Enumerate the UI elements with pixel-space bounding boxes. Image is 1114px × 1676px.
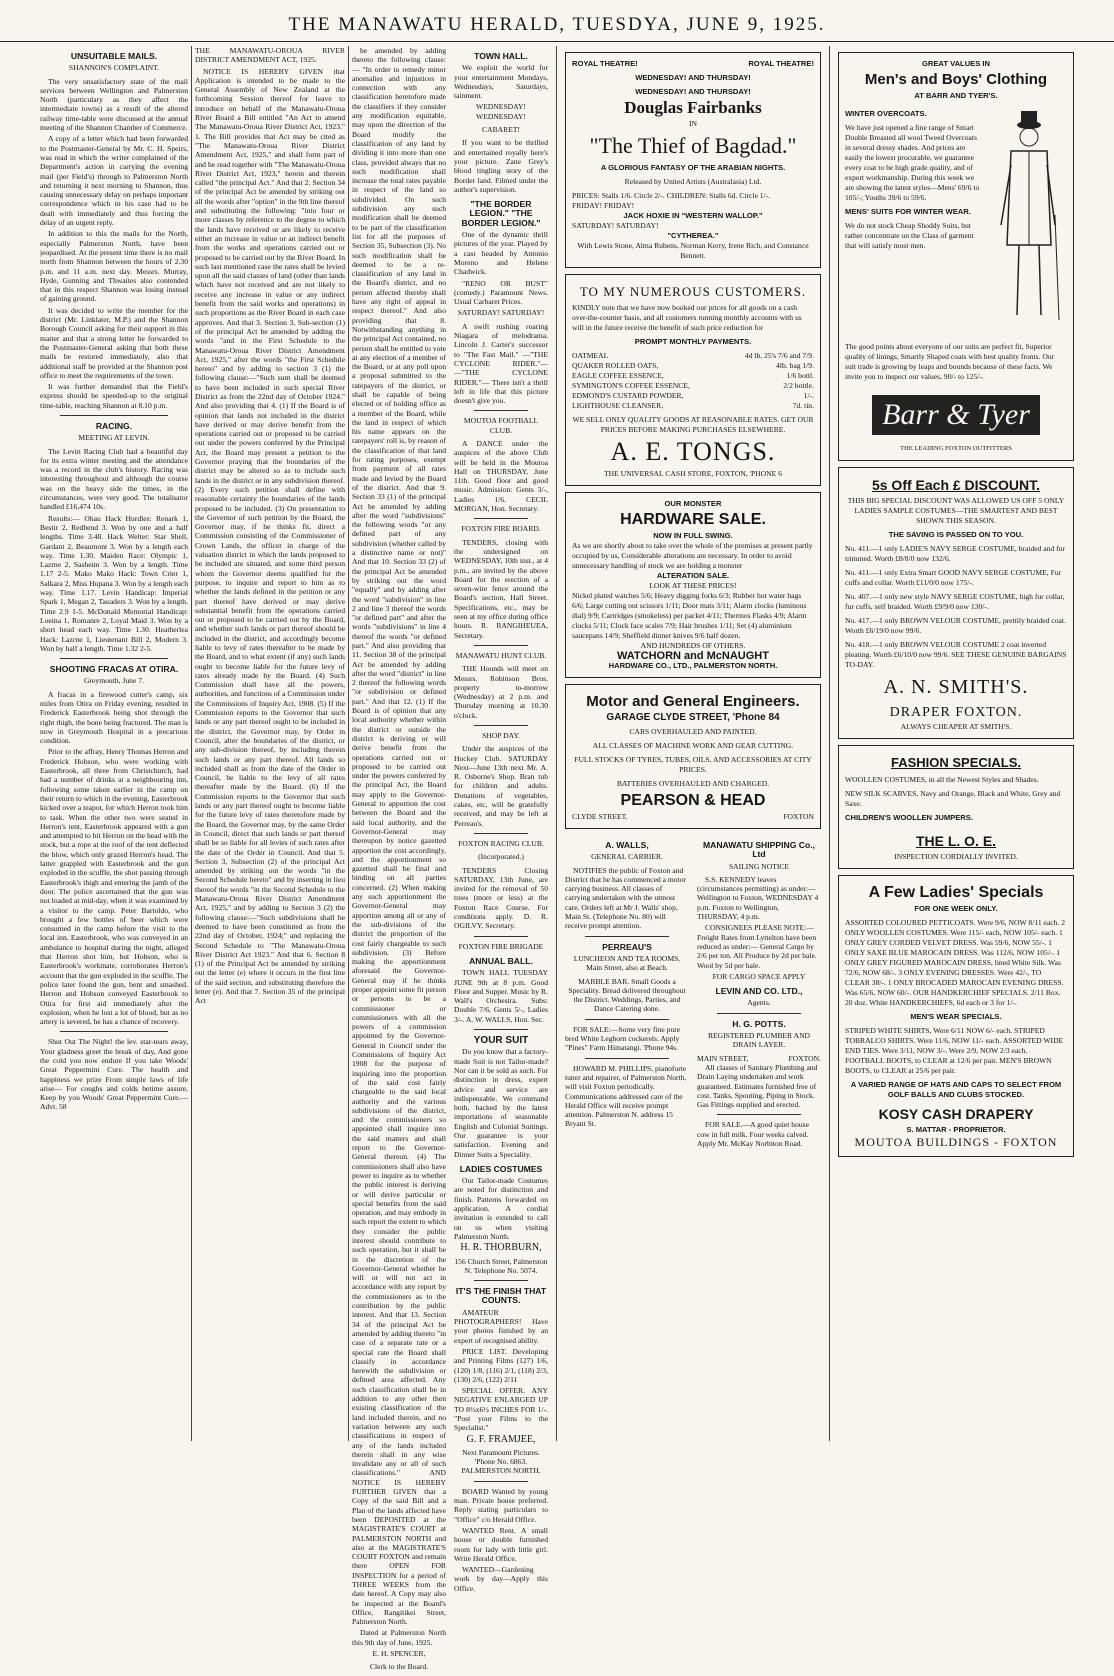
mails-paragraph: A copy of a letter which had been forwarded to the Postmaster-General by Mr. C. H. Speirs, was read in which the writer complained of the Department's action in carrying the evening mail (per Field's) through to Palmerston North and returning it next morning to Shannon, thus causing unnecessary delay on perhaps important correspondence which in his case had to be dealt with immediately and thus forcing the delay of an urgent reply.: [40, 134, 188, 228]
finish-text: AMATEUR PHOTOGRAPHERS! Have your photos finished by an expert of recognised ability.: [454, 1307, 548, 1345]
divider: [474, 1029, 528, 1030]
tongs-ad: [565, 274, 821, 486]
loe-ad: [838, 745, 1074, 869]
smith-items: [845, 544, 1067, 670]
theatre-film-sub: A GLORIOUS FANTASY OF THE ARABIAN NIGHTS.: [600, 163, 786, 172]
theatre-film-title: "The Thief of Bagdad.": [589, 133, 797, 158]
wanted-ad: WANTED—Gardening work by day—Apply this Office.: [454, 1565, 548, 1593]
loe-sub: INSPECTION CORDIALLY INVITED.: [894, 852, 1018, 861]
kosy-headline: A Few Ladies' Specials: [868, 884, 1044, 901]
mails-paragraph: It was further demanded that the Field's express should be speeded-up to the original time-table, reaching Shannon at 8.10 p.m.: [40, 382, 188, 410]
town-hall-text: One of the dynamic thrill pictures of the year. Played by a cast headed by Antonio Moreno and Helene Chadwick.: [454, 230, 548, 277]
price-row: [572, 381, 814, 391]
price-row: [572, 391, 814, 401]
price-item: OATMEAL: [572, 351, 609, 360]
price-value: 7d. tin.: [792, 401, 814, 410]
watchorn-sub: HARDWARE CO., LTD., PALMERSTON NORTH.: [608, 661, 778, 670]
smith-saving: THE SAVING IS PASSED ON TO YOU.: [888, 530, 1024, 539]
town-hall-text: We exploit the world for your entertainment Mondays, Wednesdays, Saturdays, tainment.: [454, 63, 548, 101]
walls-text: NOTIFIES the public of Foxton and District that he has commenced a motor carrying business. All classes of carrying undertaken with the utmost care. Orders left at Mr J. Walls' shop, Main St. (Telephone No. 80) will receive prompt attention.: [565, 865, 687, 931]
town-hall-days: WEDNESDAY! WEDNESDAY!: [476, 102, 526, 121]
perreau-sub: LUNCHEON AND TEA ROOMS. Main Street, also at Beach.: [573, 953, 681, 973]
act-continued-column: [352, 46, 446, 1676]
pearson-name: PEARSON & HEAD: [620, 792, 766, 809]
annual-ball-text: TOWN HALL TUESDAY JUNE 9th at 8 p.m. Good Floor and Supper. Music by R. Wall's Orchestra. Subs: Double 7/6, Gents 5/-, Ladies 3/-. A. W. WALLS, Hon. Sec.: [454, 968, 548, 1024]
mails-paragraph: In addition to this the mails for the North, especially Palmerston North, have been jeopardised. At the present time there is no mail north from Shannon between the hours of 2.30 p.m. and 11 a.m. next day. Messrs. Murray, Hyde, Gunning and Thwaites also contended that in this respect Shannon was losing instead of gaining ground.: [40, 229, 188, 304]
smith-item: No. 407.—1 only new style NAVY SERGE COSTUME, high fur collar, fur cuffs, self braided. Worth £9/9/0 now 130/-.: [845, 592, 1065, 611]
racing-subhead: MEETING AT LEVIN.: [78, 433, 150, 443]
for-sale-ad: FOR SALE:—Some very fine pure bred White Leghorn cockerels. Apply "Pines" Farm Himatangi. 'Phone 94s.: [565, 1024, 681, 1053]
mails-paragraph: It was decided to write the member for the district (Mr. Linklater, M.P.) and the Shannon Borough Council asking for their support in this matter and that a strong letter be forwarded to the Postmaster-General asking that both these mails be restored immediately, also that additional staff be provided at the Shannon post office to meet the requirements of the town.: [40, 305, 188, 380]
fashion-headline: FASHION SPECIALS.: [890, 755, 1022, 770]
racing-club-text: TENDERS Closing SATURDAY, 13th June, are invited for the removal of 50 trees (more or less) at the Foxton Race Course. For conditions apply. D. R. OGILVY, Secretary.: [454, 865, 548, 931]
potts-text: All classes of Sanitary Plumbing and Drain Laying undertaken and work guaranteed. Estimates furnished free of cost. Tanks, Spouting, Piping in Stock. Gas Fittings supplied and erected.: [697, 1062, 818, 1110]
perreau-text: MARBLE BAR. Small Goods a Speciality. Bread delivered throughout the District. Weddings, Parties, and Dance Catering done.: [568, 976, 686, 1014]
loe-name: THE L. O. E.: [915, 833, 997, 849]
motor-line: ALL CLASSES OF MACHINE WORK AND GEAR CUTTING.: [592, 741, 794, 750]
town-hall-saturday: SATURDAY! SATURDAY!: [457, 308, 545, 318]
theatre-star: Douglas Fairbanks: [624, 98, 762, 117]
barr-body: [845, 105, 1067, 338]
customers-prompt: PROMPT MONTHLY PAYMENTS.: [634, 337, 752, 346]
theatre-saturday: SATURDAY! SATURDAY!: [572, 221, 659, 230]
peppermint-verse: Shut Out The Night! the lev. star-tears away, Your gladness greet the break of day, And gone the cold you now endure If you take Woods' Great Peppermint Cure. The health and happiness we prize From simple laws of life arise— For coughs and colds betime assure, Keep by you Woods' Great Peppermint Cure.—Advt. 58: [40, 1037, 188, 1112]
column-3-split: [352, 46, 548, 1676]
wanted-ad: WANTED Rent. A small house or double furnished room for lady with little girl. Write Herald Office.: [454, 1525, 548, 1563]
racing-headline: RACING.: [95, 420, 133, 431]
motor-line: CARS OVERHAULED AND PAINTED.: [629, 727, 757, 736]
smith-item: No. 417.—1 only BROWN VELOUR COSTUME, prettily braided coat. Worth £6/19/0 now 99/6.: [845, 616, 1066, 635]
gentleman-illustration: [989, 105, 1067, 338]
ladies-costumes-text: Our Tailor-made Costumes are noted for distinction and finish. Patterns forwarded on application. A cordial invitation is extended to call on us when visiting Palmerston North.: [454, 1176, 548, 1241]
divider: [474, 1280, 528, 1281]
mails-subhead: SHANNON'S COMPLAINT.: [68, 63, 160, 73]
tongs-sub: THE UNIVERSAL CASH STORE, FOXTON, 'PHONE 6: [603, 469, 782, 478]
fire-board-text: TENDERS, closing with the undersigned on WEDNESDAY, 10th inst., at 4 p.m., are invited by the above Board for the erection of a seven-wire fence around the Board's section, Hall Street. Specifications, etc., may be seen at my office during office hours. R. RANGIHEUEA, Secretary.: [454, 537, 548, 640]
hardware-more: AND HUNDREDS OF OTHERS.: [640, 641, 746, 650]
divider: [717, 1114, 801, 1115]
price-value: 4lb. bag 1/9.: [776, 361, 814, 370]
motor-line: FULL STOCKS OF TYRES, TUBES, OILS, AND ACCESSORIES AT CITY PRICES.: [574, 755, 812, 774]
notices-column: [454, 46, 548, 1676]
football-text: A DANCE under the auspices of the above Club will be held in the Moutoa Hall on THURSDAY, June 11th. Good floor and good music. Admission: Gents 3/-, Ladies 1/6. CECIL MORGAN, Hon. Secretary.: [454, 438, 548, 514]
shipping-space: FOR CARGO SPACE APPLY: [712, 971, 806, 981]
kosy-list: ASSORTED COLOURED PETTICOATS. Were 9/6, NOW 8/11 each. 2 ONLY WOOLLEN COSTUMES. Were 115/- each, NOW 105/- each. 1 ONLY GREY CORDED VELVET DRESS. Was 59/6, NOW 55/-. 1 ONLY SAXE BLUE MAROCAIN DRESS. Was 112/6, NOW 105/-. 1 ONLY GREY FIGURED MAROCAIN DRESS, lined White Silk. Was 72/6, NOW 68/-. 3 ONLY EVENING DRESSES. Were 42/-, TO CLEAR 38/-. 1 ONLY BROCADED MAROCAIN EVENING DRESS. Was 65/6, NOW 60/-. OUR HANDKERCHIEF SPECIALS. 2/11 Box. 20 doz. White HANDKERCHIEFS, 6d each or 3 for 1/-.: [845, 918, 1066, 1007]
theatre-header: [572, 59, 814, 69]
watchorn-name: WATCHORN and McNAUGHT: [617, 650, 769, 662]
divider: [717, 1013, 801, 1014]
theatre-days: WEDNESDAY! AND THURSDAY!: [635, 87, 751, 96]
shipping-sub: SAILING NOTICE: [728, 861, 790, 871]
motor-line: BATTERIES OVERHAULED AND CHARGED.: [616, 779, 770, 788]
customers-text: KINDLY note that we have now booked our prices for all goods on a cash over-the-counter basis, and all customers running monthly accounts with us will in the future receive the benefit of such price reduction for: [572, 303, 802, 332]
theatre-in: IN: [688, 119, 697, 128]
town-hall-cabaret: CABARET!: [482, 125, 520, 135]
price-item: EAGLE COFFEE ESSENCE,: [572, 371, 664, 380]
barr-winter: WINTER OVERCOATS.: [845, 109, 927, 118]
divider: [585, 936, 669, 937]
suit-text: Do you know that a factory-made Suit is not Tailor-made? Nor can it be sold as such. For distinction in dress, expert advice and service are indispensable. We command both, backed by the latest importations of seasonable English and Colonial Suitings. Our guarantee is your satisfaction. Evening and Dinner Suits a Speciality.: [454, 1047, 548, 1159]
pearson-address: [572, 812, 814, 822]
hardware-text: As we are shortly about to take over the whole of the premises at present partly occupied by us, Considerable alterations are necessary. In order to avoid unnecessary handling of stock we are holding a monster: [572, 541, 813, 570]
shipping-headline: MANAWATU SHIPPING Co., Ltd: [702, 840, 816, 860]
annual-ball-headline: ANNUAL BALL.: [469, 955, 533, 966]
royal-theatre-ad: [565, 52, 821, 268]
framjee-address: Next Paramount Pictures. 'Phone No. 6863. PALMERSTON NORTH.: [461, 1447, 541, 1476]
hardware-pre: OUR MONSTER: [664, 499, 722, 508]
motor-headline: Motor and General Engineers.: [586, 693, 800, 710]
smith-headline: 5s Off Each £ DISCOUNT.: [871, 477, 1041, 493]
hunt-headline: MANAWATU HUNT CLUB.: [455, 650, 547, 660]
otira-paragraph: A fracas in a firewood cutter's camp, six miles from Otira on Friday evening, resulted in Frederick Easterbrook being shot through the right thigh, the bone being fractured. The man is now in Greymouth Hospital in a precarious condition.: [40, 689, 188, 746]
barr-pre: GREAT VALUES IN: [921, 59, 991, 68]
column-3: [352, 46, 548, 1676]
barr-headline: Men's and Boys' Clothing: [864, 71, 1048, 88]
theatre-release: Released by United Artists (Australasia) Ltd.: [624, 177, 762, 186]
hardware-headline: HARDWARE SALE.: [620, 511, 766, 528]
act-notice: NOTICE IS HEREBY GIVEN that Application is intended to be made to the General Assembly of New Zealand at the forthcoming Session thereof for leave to introduce on behalf of the Manawatu-Oroua River Board a Bill entitled "An Act to amend The Manawatu-Oroua River District Act, 1923." 1. The Bill provides that Act may be cited as "The Manawatu-Oroua River District Amendment Act, 1925," and shall form part of and be read together with "The Manawatu-Oroua River District Act, 1923," herein and therein called "the principal Act." And that 2. Section 34 of the principal Act be amended by striking out all the words after "option" in the 9th line thereof and substituting the following: "into four or more classes by reference to the degree to which the lands have received or are likely to receive either an increase in value or an indirect benefit from the works and operations carried out or proposed to be carried out by the River Board. In such last mentioned case the rates shall be levied upon all the said classes of land (other than lands which have not received and are not likely to receive any increase in value or any indirect benefit from the said works and operations) in such proportions as the River Board in each case approves. And that 3. Section 3, Sub-section (1) of the principal Act be amended by adding the words "and in the First Schedule to the Manawatu-Oroua River District Amendment Act, 1925," after the words "the First Schedule hereto" and by adding to section 3 (1) the following clause:—"Such sum shall be deemed to have been included in such special River District as from the 22nd day of October 1924." And also providing that 4. (1) If the Board is of opinion that lands not included in the district have derived or may derive benefit from the operations carried out or proposed to be carried out under the powers conferred by the Principal Act, the Board may present a petition to the Governor praying that the boundaries of the district may be altered so as to include such lands in the district or in any subdivision thereof. (2) Every such petition shall define with reasonable certainty the boundaries of the lands proposed to be included. (3) On presentation to the Governor of such petition by the Board, the Governor may, if he thinks fit, direct a Commission consisting of the Commissioner of Crown Lands, the officer in charge of the valuation district in which the lands proposed to be included are situated, and some third person whom the Governor deems qualified for the purpose, to inquire and report to him as to whether the lands defined in the petition or any part thereof have derived or may derive substantial benefit from the operations carried out or proposed to be carried out by the Board, and whether such lands or part thereof should be included in the district, and accordingly become liable to levy of rates thereafter to be made by the Board, and to what extent (if any) such lands ought to become liable for the future levy of rates already made by the Board. (4) Such Commission shall have all the powers, authorities, and functions of a Commission under the Commissions of Inquiry Act, 1908. (5) If the Commission reports to the Governor that such lands or any part thereof ought to be included in the district, the Governor may, by Order in Council, alter the boundaries of the district, or any sub-division thereof, by including therein such lands or any part thereof. All lands so included shall as from the date of the Order in Council, be liable to the levy of all rates thereafter made by the Board. (6) If the Commission reports to the Governor that such lands or any part thereof ought to become liable for the future levy of rates theretofore made by the Board, the Governor may, by the same Order in Council, direct that such lands or part thereof shall be so liable for all levies of such rates after the date of the Order in Council. And that 5. Section 3, Subsection (2) of the principal Act amended by striking out the words "in the Second Schedule hereto" and by inserting in lieu thereof the words "in the Second Schedule to the Manawatu-Oroua River District Amendment Act, 1925," and by adding to Section 3 (2) the following clause:—"Such subdivisions shall be deemed to have been constituted as from the 22nd day of October, 1924;" and replacing the Second Schedule to "The Manawatu-Oroua River District Act 1923." And that 6. Section 8 (1) of the Principal Act be amended by striking out the letter (e) where it occurs in the first line of the said section, and substituting therefore the letter (e). And that 7. Section 35 of the principal Act: [195, 66, 345, 1006]
divider: [60, 1031, 168, 1032]
price-value: 1/6 bottl.: [786, 371, 814, 380]
hardware-ad: [565, 492, 821, 678]
hardware-look: LOOK AT THESE PRICES!: [649, 581, 737, 590]
smith-item: No. 411.—1 only LADIE'S NAVY SERGE COSTUME, braided and fur trimmed. Worth £8/8/0 now 132/6.: [845, 544, 1066, 563]
tongs-name: A. E. TONGS.: [610, 437, 776, 466]
phillips-ad: HOWARD M. PHILLIPS, pianoforte tuner and repairer, of Palmerston North, will visit Foxton periodically. Communications addressed care of the Herald Office will receive prompt attention. Palmerston N. address 15 Bryant St.: [565, 1063, 687, 1129]
hardware-now: NOW IN FULL SWING.: [653, 531, 733, 540]
wanted-ad: BOARD Wanted by young man. Private house preferred. Reply stating particulars to "Office" c/o Herald Office.: [454, 1486, 548, 1524]
barr-paragraph: The good points about everyone of our suits are perfect fit, Superior quality of linings, Smartly Shaped coats with best quality fronts. Our suit trade is growing by leaps and bounds because of these facts. We invite you to inspect our values, 90/- to 125/-.: [845, 342, 1055, 381]
price-item: QUAKER ROLLED OATS,: [572, 361, 659, 370]
act-clerk: Clerk to the Board.: [369, 1662, 429, 1672]
mails-paragraph: The very unsatisfactory state of the mail services between Wellington and Palmerston North (particulary as they affect the intermediate towns) as a result of the altered railway time-table were discussed at the annual meeting of the Shannon Chamber of Commerce.: [40, 76, 188, 133]
price-row: [572, 371, 814, 381]
smith-name: A. N. SMITH'S.: [883, 676, 1029, 698]
kosy-sub: FOR ONE WEEK ONLY.: [914, 904, 998, 913]
column-5: [838, 46, 1074, 1163]
theatre-cast: With Lewis Stone, Alma Rubens, Norman Kerry, Irene Rich, and Constance Bennett.: [577, 241, 809, 260]
potts-sub: REGISTERED PLUMBER AND DRAIN LAYER.: [707, 1031, 811, 1050]
mails-headline: UNSUITABLE MAILS.: [70, 51, 158, 61]
customers-headline: TO MY NUMEROUS CUSTOMERS.: [579, 284, 807, 299]
smith-item: No. 411.—1 only Extra Smart GOOD NAVY SERGE COSTUME, Fur cuffs and collar. Worth £11/0/0 now 175/-.: [845, 568, 1062, 587]
suit-headline: YOUR SUIT: [473, 1035, 529, 1047]
divider: [474, 1481, 528, 1482]
column-rule: [191, 46, 192, 1441]
column-rule: [829, 46, 830, 1441]
racing-paragraph: The Levin Racing Club had a beautiful day for its extra winter meeting and the attendance was a record in the club's history. Racing was interesting throughout and although the course was on the heavy side the times, in the circumstances, were very good. The totalisator handled £16,474 10s.: [40, 446, 188, 512]
otira-paragraph: Prior to the affray, Henry Thomas Herron and Frederick Hobson, who were working with Easterbrook, all three from Christchurch, had had a number of drinks at a neighbouring inn, following some taken earlier in the camp on their return to which in the evening, Easterbrook kicked over a teapot, for which Herron took him to task. When the other two were seated in Herron's tent, Easterbrook appeared with a gun and attempted to hit Herron on the head with the stock, but a rope at the roof of the tent deflected the blow, which only grazed Herron's head. The latter grappled with Easterbrook and the gun exploded in the scuffle, the shot passing through Easterbrook's thigh and entering the jamb of the door. The police ascertained that the gun was not loaded at mid-day, when it was examined by a visitor to the camp. Peter Bartoldo, who brought a few bottles of beer which were consumed in the camp before the visit to the local inn. Easterbrook, who was conveyed in an ambulance to hospital during the night, alleged that Herron shot him, but Hobson, who is Easterbrook's workmate, corroborates Herron's account that the gun exploded in the scuffle. The police later found the gun, bent and smashed. Herron and Hobson conveyed Easterbrook to Otira for first aid immediately after the explosion, when he lost a lot of blood, but as no artery is severed, he has a chance of recovery.: [40, 747, 188, 1027]
smith-always: ALWAYS CHEAPER AT SMITH'S.: [900, 722, 1012, 731]
column-rule: [556, 46, 557, 1441]
kosy-mens: MEN'S WEAR SPECIALS.: [910, 1012, 1002, 1021]
town-hall-text: A swift rushing roaring Niagara of melodrama. Lincoln J. Carter's successor to "The Fast Mail." —"THE CYCLONE RIDER."— —"THE CYCLONE RIDER."— There isn't a thrill left in life that this picture doesn't give you.: [454, 321, 548, 406]
town-hall-text: If you want to be thrilled and entertained royally here's your picture. Zane Grey's blood tingling story of the Border land. Filmed under the author's supervision.: [454, 138, 548, 194]
town-hall-text: "RENO OR BUST" (comedy.) Paramount News. Usual Carbaret Prices.: [454, 278, 548, 307]
divider: [474, 645, 528, 646]
theatre-cythera: "CYTHEREA.": [667, 231, 719, 240]
masthead: THE MANAWATU HERALD, TUESDYA, JUNE 9, 1925.: [0, 8, 1114, 42]
barr-logo: [845, 386, 1067, 444]
hardware-alteration: ALTERATION SALE.: [656, 571, 730, 580]
smith-intro: THIS BIG SPECIAL DISCOUNT WAS ALLOWED US OFF 5 ONLY LADIES SAMPLE COSTUMES—THE SMARTEST AND BEST SHOWN THIS SEASON.: [847, 496, 1065, 525]
kosy-golf: GOLF BALLS AND CLUBS STOCKED.: [887, 1090, 1025, 1099]
price-row: [572, 361, 814, 371]
hunt-text: THE Hounds will meet on Messrs. Robinson Bros. property to-morrow (Wednesday) at 2 p.m. and Thursday morning at 10.30 o'clock.: [454, 664, 548, 720]
divider: [474, 833, 528, 834]
framjee-name: G. F. FRAMJEE,: [466, 1433, 536, 1445]
fashion-line: WOOLLEN COSTUMES, in all the Newest Styles and Shades.: [845, 775, 1039, 784]
notices-right: [697, 835, 821, 1150]
price-row: [572, 401, 814, 411]
barr-tagline: THE LEADING FOXTON OUTFITTERS: [900, 445, 1012, 452]
smith-ad: [838, 467, 1074, 739]
theatre-prices: PRICES: Stalls 1/6. Circle 2/-. CHILDREN: Stalls 6d. Circle 1/-.: [572, 191, 771, 200]
perreau-name: PERREAU'S: [602, 941, 652, 952]
otira-headline: SHOOTING FRACAS AT OTIRA.: [49, 664, 179, 675]
kosy-buildings: MOUTOA BUILDINGS - FOXTON: [854, 1135, 1058, 1149]
barr-logo-text: Barr & Tyer: [872, 395, 1040, 435]
column-2: [195, 46, 345, 1008]
barr-text: [845, 105, 981, 338]
act-signature: E. H. SPENCER,: [372, 1649, 426, 1659]
potts-address: [697, 1054, 821, 1063]
divider: [474, 518, 528, 519]
theatre-name: ROYAL THEATRE!: [748, 59, 814, 68]
fashion-line: NEW SILK SCARVES, Navy and Orange, Black and White, Grey and Saxe.: [845, 789, 1061, 808]
shipping-text: S.S. KENNEDY leaves (circumstances permitting) as under:— Wellington to Foxton, WEDNESDAY 4 p.m. Foxton to Wellington, THURSDAY, 4 p.m.: [697, 874, 819, 922]
barr-paragraph: We have just opened a fine range of Smart Double Breasted all wool Tweed Overcoats in several dressy shades. And prices are easily the lowest procurable, we guarantee every coat to be high grade quality, and of expert workmanship. During this week we are showing the latest styles—Mens' 69/6 to 105/-; Youths 39/6 to 59/6.: [845, 123, 980, 202]
price-value: 1/-.: [803, 391, 814, 400]
smith-draper: DRAPER FOXTON.: [889, 705, 1023, 720]
walls-sub: GENERAL CARRIER.: [591, 852, 663, 862]
price-list: [572, 351, 814, 411]
price-value: 4d lb, 25's 7/6 and 7/9.: [744, 351, 814, 360]
football-headline: MOUTOA FOOTBALL CLUB.: [463, 416, 539, 435]
potts-name: H. G. POTTS.: [732, 1018, 786, 1029]
hardware-list: Nickel plated watches 5/6; Heavy digging forks 6/3; Rubber hot water bags 6/6; Large cutting out scissors 1/11; Door mats 3/11; Alarm clocks (luminous dial) 9/9; Cartridges (smokeless) per packet 4/11; Thermos Flasks 4/9; Alarm clocks 5/11; Clock face scales 7/9; Hair brushes 1/11; Set (4) aluminium saucepans 14/9; Sheffield dinner knives 9/6 half dozen.: [572, 591, 807, 640]
kosy-hats: A VARIED RANGE OF HATS AND CAPS TO SELECT FROM: [850, 1080, 1062, 1089]
potts-street: MAIN STREET,: [697, 1053, 749, 1063]
price-list: PRICE LIST. Developing and Printing Films (127) 1/6, (120) 1/8, (116) 2/1, (118) 2/3, (130) 2/6, (122) 2/11: [454, 1346, 548, 1384]
pearson-town: FOXTON: [783, 812, 814, 821]
fashion-line: CHILDREN'S WOOLLEN JUMPERS.: [845, 813, 973, 822]
pearson-head-ad: [565, 684, 821, 829]
smith-item: No. 418.—1 only BROWN VELOUR COSTUME 2 coat inverted pleating. Worth £6/10/0 now 99/6. SEE THESE GENUINE BARGAINS TO-DAY.: [845, 640, 1067, 669]
potts-town: FOXTON.: [788, 1053, 821, 1063]
shop-day-text: Under the auspices of the Hockey Club. SATURDAY Next—June 13th next Mr. A. R. Osborne's Shop. Bran tub for children and adults. Donations of vegetables, cakes, etc, will be gratefully received, and may be left at Perreau's.: [454, 744, 548, 828]
theatre-name: ROYAL THEATRE!: [572, 59, 638, 68]
racing-club-inc: (Incorporated.): [478, 852, 524, 862]
gentleman-icon: [989, 105, 1067, 335]
thorburn-name: H. R. THORBURN,: [460, 1242, 542, 1254]
barr-at: AT BARR AND TYER'S.: [914, 91, 998, 100]
walls-name: A. WALLS,: [605, 840, 649, 850]
pearson-street: CLYDE STREET.: [572, 812, 628, 821]
barr-tyer-ad: [838, 52, 1074, 461]
for-sale-ad: FOR SALE.—A good quiet house cow in full milk. Four weeks calved. Apply Mr. McKay Norbiton Road.: [697, 1120, 809, 1149]
column-1: [40, 46, 188, 1114]
shop-day-headline: SHOP DAY.: [482, 731, 520, 740]
act-continued: be amended by adding thereto the following clause:— "In order to remedy minor anomalies and injustices in connection with any classification heretofore made the classifiers if they consider any modification equitable, may upon the direction of the Board modify the classification of any land by dividing it into more than one class, provided always that no such modification shall increase the total rates payable in respect of the land so subdivided. On such subdivision any such modification shall be deemed to be part of the classification list for all the purposes of Section 35, Subsection (3). No such modification shall be deemed to be a re-classification of any land in the Board's district, and no person affected thereby shall have any right of appeal in respect thereof." And also providing that 8. Notwithstanding anything in the principal Act contained, no person shall be entitled to vote at any election of a member of the Board, or at any poll upon a proposal submitted to the ratepayers of the district, or shall be capable of being elected or of holding office as a member of the Board, while the land in respect of which his name appears on the ratepayers' roll is, by reason of the classification of that land for rating purposes, exempt from payment of all rates made and levied by the Board of the district. And that 9. Section 33 (1) of the principal Act be amended by adding after the word "subdivisions" the following words "or any defined part of any subdivision (whether called by a distinctive name or not)" And that 10. Section 33 (2) of the principal Act be amended by striking out the word "equally" and by adding after the word "subdivision" in line 2 and line 3 thereof the words "or defined part" and after the words "subdivisions" in line 4 thereof the words "or defined part." And also providing that 11. Section 38 of the principal Act be amended by adding after the word "district" in line 2 thereof the following words "or subdivision or defined part." And that 12. (1) If the Board is of opinion that any local authority whether within the district or outside the district is deriving or will derive benefit from the operations carried out or proposed to be carried out under the powers conferred by the principal Act, the Board may apply to the Governor-General to apportion the cost between the Board and the said local authority, and the Governor-General may thereupon by notice gazetted apportion the cost accordingly, and the apportionment so gazetted shall be final and binding on all parties concerned. (2) When making any such apportionment the Governor-General may apportion among all or any of the sub-divisions of the district the proportion of the cost fairly chargeable to such subdivision. (3) Before making the apportionment aforesaid the Governor-General may if he thinks proper appoint some fit person or persons to be a commissioner or commissioners with all the powers of a commission appointed by the Governor-General in Council under the Commissions of Inquiry Act 1908 for the purpose of inquiring into the proportion of the said cost fairly chargeable to the said local authority and the various subdivisions of the district, and the commissioners so appointed shall inquire into the said matters and shall report to the Governor-General thereon. (4) The commissioners shall also have power to inquire as to whether the public interest is deriving or will derive particular or special benefits from the said operation, and may embody in such report the extent to which they consider the public interest should contribute to such operation, but it shall be in the discretion of the Governor-General whether he will or will not act in accordance with any report by the commissioners as to the contribution by the public interest. And that 13. Section 34 of the principal Act be amended by adding thereto "in case of a separate rate or a special rate the Board shall classify in accordance herewith the subdivision or defined area affected. Any such classification shall be in addition to any other then existing classification of the land included therein, and no variation between any such classifications in respect of any of the lands included therein shall in any wise invalidate any or all of such classifications." AND NOTICE IS HEREBY FURTHER GIVEN that a Copy of the said Bill and a Plan of the lands affected have been DEPOSITED at the MAGISTRATE'S COURT at PALMERSTON NORTH and also at the MAGISTRATE'S COURT FOXTON and remain there OPEN FOR INSPECTION for a period of THREE WEEKS from the date hereof. A Copy may also be inspected at the Board's Office, Rangitikei Street, Palmerston North.: [352, 46, 446, 1627]
divider: [60, 658, 168, 659]
divider: [585, 1058, 669, 1059]
price-item: EDMOND'S CUSTARD POWDER,: [572, 391, 684, 400]
barr-paragraph: We do not stock Cheap Shoddy Suits, but rather concentrate on the Class of garment that will satisfy most men.: [845, 221, 974, 250]
divider: [474, 725, 528, 726]
notices-left: [565, 835, 689, 1150]
column-4-split: [565, 835, 821, 1150]
town-hall-film: "THE BORDER LEGION." "THE BORDER LEGION.": [461, 199, 541, 228]
column-4: [565, 46, 821, 1150]
town-hall-headline: TOWN HALL.: [474, 51, 528, 61]
theatre-hoxie: JACK HOXIE IN "WESTERN WALLOP.": [623, 211, 763, 220]
shipping-note: CONSIGNEES PLEASE NOTE:— Freight Rates from Lyttelton have been reduced as under:— General Cargo by 2/6 per ton. All Produce by 2d per bale. Wool by 5d per bale.: [697, 923, 817, 970]
levin-name: LEVIN AND CO. LTD.,: [715, 986, 803, 997]
price-item: SYMINGTON'S COFFEE ESSENCE,: [572, 381, 690, 390]
special-offer: SPECIAL OFFER. ANY NEGATIVE ENLARGED UP TO 8½x6½ INCHES FOR 1/-. "Post your Films to the Specialist.": [454, 1386, 548, 1433]
otira-dateline: Greymouth, June 7.: [84, 676, 144, 686]
thorburn-address: 156 Church Street, Palmerston N. Telephone No. 5074.: [454, 1256, 548, 1275]
price-row: [572, 351, 814, 361]
kosy-name: KOSY CASH DRAPERY: [878, 1106, 1034, 1122]
barr-suits: MENS' SUITS FOR WINTER WEAR.: [845, 207, 971, 216]
price-item: LIGHTHOUSE CLEANSER,: [572, 401, 664, 410]
theatre-days: WEDNESDAY! AND THURSDAY!: [635, 73, 751, 82]
motor-sub: GARAGE CLYDE STREET, 'Phone 84: [606, 712, 780, 723]
fire-brigade-headline: FOXTON FIRE BRIGADE: [458, 941, 544, 951]
theatre-friday: FRIDAY! FRIDAY!: [572, 201, 635, 210]
fire-board-headline: FOXTON FIRE BOARD.: [461, 524, 541, 534]
kosy-list: STRIPED WHITE SHIRTS, Were 6/11 NOW 6/- each. STRIPED TOBRALCO SHIRTS. Were 11/6, NOW 11/- each. ASSORTED WIDE END TIES. Were 3/11, NOW 3/-. Were 2/9, NOW 2/3 each. FOOTBALL BOOTS, to CLEAR at 12/6 per pair. MEN'S BROWN BOOTS, to CLEAR at 25/6 per pair.: [845, 1026, 1064, 1075]
kosy-owner: S. MATTAR - PROPRIETOR.: [906, 1125, 1006, 1134]
customers-footer: WE SELL ONLY QUALITY GOODS AT REASONABLE RATES. GET OUR PRICES BEFORE MAKING PURCHASES ELSEWHERE.: [572, 415, 814, 434]
racing-club-headline: FOXTON RACING CLUB.: [458, 838, 544, 848]
price-value: 2/2 bottle.: [783, 381, 814, 390]
levin-sub: Agents.: [747, 998, 771, 1008]
divider: [474, 410, 528, 411]
kosy-ad: [838, 875, 1074, 1157]
act-dated: Dated at Palmerston North this 9th day of June, 1925.: [352, 1628, 446, 1647]
divider: [60, 415, 168, 416]
column-rule: [348, 46, 349, 1441]
finish-headline: IT'S THE FINISH THAT COUNTS.: [455, 1286, 547, 1306]
divider: [585, 1019, 669, 1020]
racing-results: Results:— Ohau Hack Hurdles: Renark 1, Bestir 2, Redbend 3. Won by one and a half lengths. Time 3.48. Hack Welter: Star Shell, Gardant 2, Beaumont 3. Won by a length each way. Time 1.30. Maiden Race: Olympic 1, Lazrne 2, Sasheim 3. Won by a length. Time 1.17 2-5. Mako Mako Hack: Town Crier 1, Salkara 2, Miss Hupana 3. Won by a length each way. Time 1.17. Levin Handicap: Imperial Spark 1, Megan 2, Tauaders 3. Won by a length. Time 2.9 1-5. McDonald Memorial Handicap: Loeina 1, Romanre 2, Loyal Maid 3. Won by a short head each way. Time 1.30. Heatherlea Hack: Lazrne 1, Lieutenant Bill 2, Modern 3. Won by half a length. Time 1.32 2-5.: [40, 513, 188, 653]
ladies-costumes-headline: LADIES COSTUMES: [459, 1163, 543, 1174]
divider: [474, 936, 528, 937]
act-title: THE MANAWATU-OROUA RIVER DISTRICT AMENDMENT ACT, 1925.: [195, 46, 345, 65]
